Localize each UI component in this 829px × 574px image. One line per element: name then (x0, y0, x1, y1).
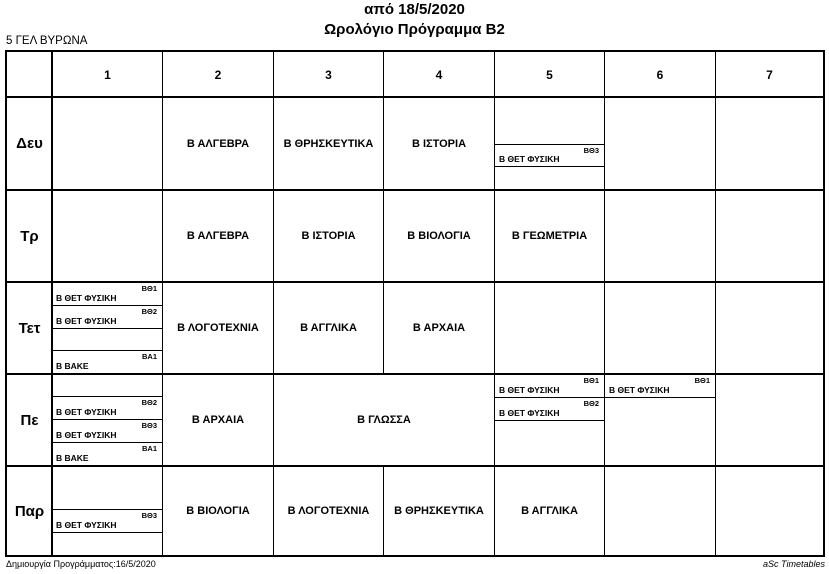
lesson-tue-4[interactable]: Β ΒΙΟΛΟΓΙΑ (407, 230, 471, 242)
period-header-5: 5 (546, 67, 553, 82)
lesson-mon-5[interactable] (495, 144, 604, 167)
lesson-thu-5a[interactable] (495, 375, 604, 398)
group-code: ΒΘ2 (141, 307, 157, 316)
lesson-fri-3[interactable]: Β ΛΟΓΟΤΕΧΝΙΑ (287, 505, 370, 517)
lesson-wed-2[interactable]: Β ΛΟΓΟΤΕΧΝΙΑ (177, 322, 259, 334)
day-label-thu: Πε (20, 411, 39, 429)
brand-label: aSc Timetables (763, 559, 825, 569)
grid-line (715, 50, 716, 557)
group-code: ΒΘ3 (583, 146, 599, 155)
group-code: ΒΘ3 (141, 511, 157, 520)
lesson-tue-3[interactable]: Β ΙΣΤΟΡΙΑ (301, 230, 356, 242)
lesson-thu-1a[interactable] (52, 397, 162, 420)
lesson-wed-4[interactable]: Β ΑΡΧΑΙΑ (412, 322, 466, 334)
group-code: ΒΘ3 (141, 421, 157, 430)
lesson-mon-3[interactable]: Β ΘΡΗΣΚΕΥΤΙΚΑ (283, 137, 374, 150)
date-title: από 18/5/2020 (364, 1, 465, 18)
lesson-name: Β ΘΕΤ ΦΥΣΙΚΗ (56, 520, 117, 530)
group-code: ΒΘ2 (141, 398, 157, 407)
period-header-6: 6 (656, 67, 664, 82)
lesson-name: Β ΘΕΤ ΦΥΣΙΚΗ (56, 316, 117, 326)
lesson-name: Β ΘΕΤ ΦΥΣΙΚΗ (609, 385, 670, 395)
lesson-mon-4[interactable]: Β ΙΣΤΟΡΙΑ (411, 137, 467, 150)
timetable-grid (5, 50, 825, 557)
lesson-mon-2[interactable]: Β ΑΛΓΕΒΡΑ (186, 137, 250, 150)
group-code: ΒΘ1 (583, 376, 599, 385)
group-code: ΒΘ2 (583, 399, 599, 408)
lesson-wed-1c[interactable] (52, 351, 162, 373)
lesson-fri-2[interactable]: Β ΒΙΟΛΟΓΙΑ (186, 505, 250, 517)
page-title: Ωρολόγιο Πρόγραμμα Β2 (324, 21, 505, 38)
group-code: ΒΑ1 (141, 444, 157, 453)
lesson-tue-5[interactable]: Β ΓΕΩΜΕΤΡΙΑ (511, 230, 588, 242)
period-header-3: 3 (325, 67, 332, 82)
lesson-wed-1-empty (52, 329, 162, 351)
lesson-fri-4[interactable]: Β ΘΡΗΣΚΕΥΤΙΚΑ (394, 505, 484, 517)
lesson-fri-1[interactable] (52, 510, 162, 533)
lesson-name: Β ΘΕΤ ΦΥΣΙΚΗ (499, 385, 560, 395)
lesson-name: Β ΘΕΤ ΦΥΣΙΚΗ (56, 293, 117, 303)
lesson-name: Β ΘΕΤ ΦΥΣΙΚΗ (499, 408, 560, 418)
lesson-thu-1b[interactable] (52, 420, 162, 443)
lesson-thu-3-4[interactable]: Β ΓΛΩΣΣΑ (357, 414, 411, 426)
group-code: ΒΑ1 (141, 352, 157, 361)
lesson-name: Β ΘΕΤ ΦΥΣΙΚΗ (56, 430, 117, 440)
lesson-name: Β ΒΑΚΕ (56, 453, 89, 463)
day-label-mon: Δευ (16, 135, 43, 152)
day-label-fri: Παρ (14, 502, 45, 520)
group-code: ΒΘ1 (694, 376, 710, 385)
lesson-thu-6[interactable] (605, 375, 715, 398)
lesson-fri-1-empty (52, 467, 162, 510)
lesson-wed-3[interactable]: Β ΑΓΓΛΙΚΑ (300, 322, 357, 334)
lesson-thu-2[interactable]: Β ΑΡΧΑΙΑ (191, 414, 245, 426)
school-name: 5 ΓΕΛ ΒΥΡΩΝΑ (6, 35, 88, 47)
period-header-4: 4 (435, 67, 443, 82)
period-header-7: 7 (766, 67, 773, 82)
lesson-name: Β ΘΕΤ ΦΥΣΙΚΗ (499, 154, 560, 164)
day-label-wed: Τετ (18, 319, 41, 337)
period-header-2: 2 (214, 67, 222, 82)
lesson-tue-2[interactable]: Β ΑΛΓΕΒΡΑ (186, 230, 250, 242)
lesson-wed-1b[interactable] (52, 306, 162, 329)
lesson-name: Β ΒΑΚΕ (56, 361, 89, 371)
lesson-thu-1-empty (52, 375, 162, 397)
grid-line (604, 50, 605, 557)
creation-date: Δημιουργία Προγράμματος:16/5/2020 (6, 559, 156, 569)
lesson-thu-1c[interactable] (52, 443, 162, 465)
lesson-name: Β ΘΕΤ ΦΥΣΙΚΗ (56, 407, 117, 417)
day-label-tue: Τρ (20, 227, 39, 245)
period-header-1: 1 (104, 67, 111, 82)
lesson-thu-5b[interactable] (495, 398, 604, 421)
group-code: ΒΘ1 (141, 284, 157, 293)
lesson-fri-5[interactable]: Β ΑΓΓΛΙΚΑ (521, 505, 578, 517)
lesson-wed-1a[interactable] (52, 283, 162, 306)
